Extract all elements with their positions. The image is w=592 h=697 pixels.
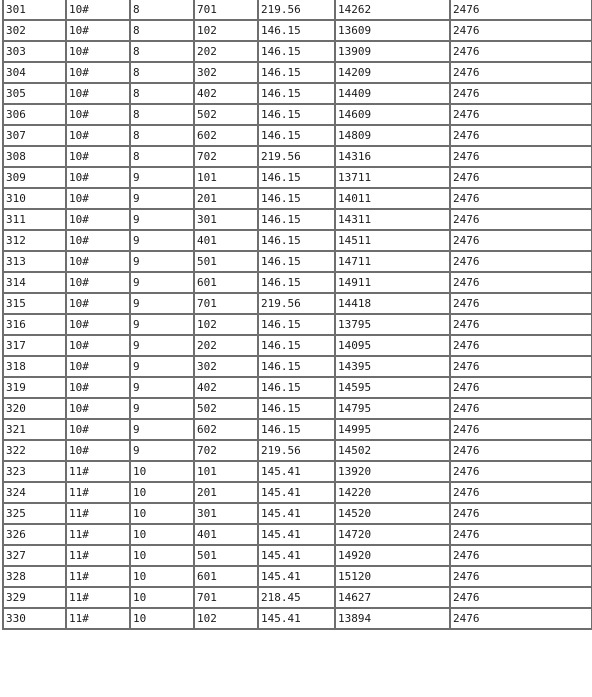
table-row <box>3 545 592 566</box>
cell-floor: 9 <box>130 398 194 419</box>
table-row <box>3 503 592 524</box>
cell-building: 11# <box>66 608 130 629</box>
cell-floor: 9 <box>130 167 194 188</box>
cell-unit: 602 <box>194 419 258 440</box>
cell-floor: 10 <box>130 524 194 545</box>
cell-value: 2476 <box>450 356 592 377</box>
cell-floor: 9 <box>130 230 194 251</box>
cell-floor: 9 <box>130 335 194 356</box>
cell-index: 328 <box>3 566 66 587</box>
cell-price: 14220 <box>335 482 450 503</box>
cell-area: 146.15 <box>258 62 335 83</box>
cell-floor: 9 <box>130 293 194 314</box>
cell-price: 14920 <box>335 545 450 566</box>
cell-floor: 10 <box>130 566 194 587</box>
cell-floor: 9 <box>130 377 194 398</box>
cell-building: 10# <box>66 188 130 209</box>
cell-floor: 10 <box>130 503 194 524</box>
cell-area: 219.56 <box>258 146 335 167</box>
cell-price: 13795 <box>335 314 450 335</box>
cell-price: 14511 <box>335 230 450 251</box>
cell-floor: 9 <box>130 356 194 377</box>
cell-building: 10# <box>66 167 130 188</box>
table-row <box>3 356 592 377</box>
cell-index: 319 <box>3 377 66 398</box>
cell-area: 145.41 <box>258 503 335 524</box>
cell-value: 2476 <box>450 167 592 188</box>
cell-building: 11# <box>66 545 130 566</box>
cell-area: 219.56 <box>258 440 335 461</box>
cell-value: 2476 <box>450 62 592 83</box>
table-row <box>3 251 592 272</box>
cell-price: 13920 <box>335 461 450 482</box>
cell-unit: 201 <box>194 482 258 503</box>
table-row <box>3 104 592 125</box>
cell-price: 13711 <box>335 167 450 188</box>
cell-value: 2476 <box>450 545 592 566</box>
cell-building: 10# <box>66 419 130 440</box>
cell-area: 146.15 <box>258 335 335 356</box>
cell-area: 146.15 <box>258 377 335 398</box>
cell-index: 320 <box>3 398 66 419</box>
cell-building: 11# <box>66 482 130 503</box>
cell-unit: 102 <box>194 20 258 41</box>
cell-value: 2476 <box>450 335 592 356</box>
cell-area: 146.15 <box>258 104 335 125</box>
cell-building: 10# <box>66 377 130 398</box>
cell-price: 14520 <box>335 503 450 524</box>
table-row <box>3 377 592 398</box>
cell-area: 146.15 <box>258 398 335 419</box>
cell-unit: 502 <box>194 104 258 125</box>
cell-floor: 10 <box>130 482 194 503</box>
cell-value: 2476 <box>450 419 592 440</box>
table-row <box>3 461 592 482</box>
cell-price: 14262 <box>335 0 450 20</box>
cell-index: 322 <box>3 440 66 461</box>
table-row <box>3 272 592 293</box>
cell-price: 14809 <box>335 125 450 146</box>
cell-index: 311 <box>3 209 66 230</box>
table-row <box>3 608 592 629</box>
cell-building: 10# <box>66 335 130 356</box>
cell-index: 305 <box>3 83 66 104</box>
cell-value: 2476 <box>450 293 592 314</box>
cell-index: 307 <box>3 125 66 146</box>
cell-value: 2476 <box>450 209 592 230</box>
cell-floor: 8 <box>130 125 194 146</box>
cell-building: 10# <box>66 398 130 419</box>
cell-building: 10# <box>66 20 130 41</box>
cell-price: 14409 <box>335 83 450 104</box>
cell-area: 145.41 <box>258 566 335 587</box>
cell-value: 2476 <box>450 104 592 125</box>
cell-floor: 8 <box>130 104 194 125</box>
cell-index: 326 <box>3 524 66 545</box>
cell-floor: 8 <box>130 83 194 104</box>
cell-area: 146.15 <box>258 20 335 41</box>
cell-index: 302 <box>3 20 66 41</box>
table-row <box>3 146 592 167</box>
cell-area: 146.15 <box>258 41 335 62</box>
cell-building: 10# <box>66 272 130 293</box>
cell-index: 323 <box>3 461 66 482</box>
cell-floor: 9 <box>130 209 194 230</box>
cell-value: 2476 <box>450 461 592 482</box>
cell-price: 14311 <box>335 209 450 230</box>
cell-area: 146.15 <box>258 251 335 272</box>
cell-building: 10# <box>66 125 130 146</box>
cell-index: 321 <box>3 419 66 440</box>
cell-value: 2476 <box>450 524 592 545</box>
cell-area: 219.56 <box>258 293 335 314</box>
cell-building: 10# <box>66 104 130 125</box>
cell-price: 14609 <box>335 104 450 125</box>
cell-floor: 10 <box>130 545 194 566</box>
cell-price: 14995 <box>335 419 450 440</box>
cell-index: 325 <box>3 503 66 524</box>
cell-index: 316 <box>3 314 66 335</box>
cell-index: 327 <box>3 545 66 566</box>
cell-floor: 8 <box>130 41 194 62</box>
table-row <box>3 62 592 83</box>
cell-unit: 701 <box>194 587 258 608</box>
cell-building: 10# <box>66 293 130 314</box>
cell-value: 2476 <box>450 503 592 524</box>
cell-unit: 102 <box>194 314 258 335</box>
table-row <box>3 566 592 587</box>
cell-area: 146.15 <box>258 419 335 440</box>
cell-index: 315 <box>3 293 66 314</box>
cell-price: 14418 <box>335 293 450 314</box>
data-table <box>2 0 592 630</box>
cell-area: 146.15 <box>258 314 335 335</box>
cell-floor: 9 <box>130 440 194 461</box>
cell-floor: 8 <box>130 20 194 41</box>
cell-floor: 10 <box>130 461 194 482</box>
table-row <box>3 167 592 188</box>
cell-index: 330 <box>3 608 66 629</box>
cell-index: 324 <box>3 482 66 503</box>
cell-building: 10# <box>66 62 130 83</box>
cell-unit: 601 <box>194 272 258 293</box>
table-row <box>3 398 592 419</box>
table-row <box>3 335 592 356</box>
cell-floor: 9 <box>130 251 194 272</box>
cell-unit: 402 <box>194 83 258 104</box>
cell-area: 146.15 <box>258 167 335 188</box>
cell-building: 10# <box>66 440 130 461</box>
cell-unit: 702 <box>194 440 258 461</box>
cell-area: 146.15 <box>258 83 335 104</box>
cell-value: 2476 <box>450 20 592 41</box>
cell-price: 13609 <box>335 20 450 41</box>
table-row <box>3 314 592 335</box>
table-row <box>3 419 592 440</box>
table-row <box>3 482 592 503</box>
table-row <box>3 188 592 209</box>
cell-area: 145.41 <box>258 461 335 482</box>
cell-unit: 401 <box>194 524 258 545</box>
cell-unit: 301 <box>194 503 258 524</box>
cell-floor: 9 <box>130 314 194 335</box>
cell-building: 10# <box>66 209 130 230</box>
cell-area: 219.56 <box>258 0 335 20</box>
cell-value: 2476 <box>450 566 592 587</box>
cell-floor: 9 <box>130 419 194 440</box>
cell-unit: 602 <box>194 125 258 146</box>
cell-index: 309 <box>3 167 66 188</box>
table-row <box>3 524 592 545</box>
cell-unit: 302 <box>194 62 258 83</box>
cell-price: 14711 <box>335 251 450 272</box>
cell-floor: 10 <box>130 608 194 629</box>
cell-value: 2476 <box>450 272 592 293</box>
cell-unit: 402 <box>194 377 258 398</box>
cell-unit: 601 <box>194 566 258 587</box>
cell-unit: 301 <box>194 209 258 230</box>
cell-index: 301 <box>3 0 66 20</box>
cell-unit: 102 <box>194 608 258 629</box>
cell-price: 14795 <box>335 398 450 419</box>
cell-value: 2476 <box>450 314 592 335</box>
cell-building: 10# <box>66 0 130 20</box>
cell-building: 10# <box>66 41 130 62</box>
cell-unit: 202 <box>194 41 258 62</box>
cell-price: 13909 <box>335 41 450 62</box>
cell-unit: 702 <box>194 146 258 167</box>
cell-unit: 201 <box>194 188 258 209</box>
cell-price: 14911 <box>335 272 450 293</box>
cell-area: 145.41 <box>258 524 335 545</box>
cell-floor: 10 <box>130 587 194 608</box>
cell-value: 2476 <box>450 398 592 419</box>
cell-building: 10# <box>66 251 130 272</box>
cell-area: 146.15 <box>258 125 335 146</box>
cell-value: 2476 <box>450 146 592 167</box>
cell-index: 304 <box>3 62 66 83</box>
cell-price: 14011 <box>335 188 450 209</box>
cell-value: 2476 <box>450 482 592 503</box>
table-row <box>3 440 592 461</box>
cell-value: 2476 <box>450 587 592 608</box>
cell-value: 2476 <box>450 608 592 629</box>
cell-area: 145.41 <box>258 482 335 503</box>
cell-area: 146.15 <box>258 188 335 209</box>
cell-building: 11# <box>66 461 130 482</box>
cell-building: 11# <box>66 524 130 545</box>
cell-index: 329 <box>3 587 66 608</box>
cell-floor: 8 <box>130 0 194 20</box>
cell-floor: 8 <box>130 146 194 167</box>
cell-floor: 9 <box>130 188 194 209</box>
cell-floor: 8 <box>130 62 194 83</box>
cell-index: 312 <box>3 230 66 251</box>
cell-price: 14627 <box>335 587 450 608</box>
cell-price: 14595 <box>335 377 450 398</box>
cell-index: 306 <box>3 104 66 125</box>
cell-value: 2476 <box>450 251 592 272</box>
cell-area: 146.15 <box>258 230 335 251</box>
cell-price: 13894 <box>335 608 450 629</box>
cell-price: 14209 <box>335 62 450 83</box>
cell-unit: 501 <box>194 545 258 566</box>
cell-unit: 701 <box>194 0 258 20</box>
cell-building: 10# <box>66 146 130 167</box>
cell-unit: 302 <box>194 356 258 377</box>
cell-building: 10# <box>66 314 130 335</box>
table-row <box>3 125 592 146</box>
cell-building: 11# <box>66 566 130 587</box>
cell-unit: 502 <box>194 398 258 419</box>
cell-index: 317 <box>3 335 66 356</box>
cell-value: 2476 <box>450 188 592 209</box>
cell-building: 10# <box>66 230 130 251</box>
cell-area: 146.15 <box>258 272 335 293</box>
cell-index: 310 <box>3 188 66 209</box>
cell-unit: 101 <box>194 167 258 188</box>
table-row <box>3 20 592 41</box>
cell-unit: 101 <box>194 461 258 482</box>
cell-building: 11# <box>66 503 130 524</box>
table-row <box>3 230 592 251</box>
cell-price: 14395 <box>335 356 450 377</box>
table-row <box>3 0 592 20</box>
table-row <box>3 83 592 104</box>
cell-index: 313 <box>3 251 66 272</box>
cell-price: 14502 <box>335 440 450 461</box>
cell-value: 2476 <box>450 41 592 62</box>
cell-area: 146.15 <box>258 356 335 377</box>
cell-unit: 701 <box>194 293 258 314</box>
cell-building: 11# <box>66 587 130 608</box>
cell-index: 314 <box>3 272 66 293</box>
cell-index: 318 <box>3 356 66 377</box>
cell-building: 10# <box>66 356 130 377</box>
cell-price: 14095 <box>335 335 450 356</box>
cell-price: 15120 <box>335 566 450 587</box>
cell-value: 2476 <box>450 377 592 398</box>
cell-area: 145.41 <box>258 545 335 566</box>
cell-value: 2476 <box>450 125 592 146</box>
cell-unit: 401 <box>194 230 258 251</box>
cell-index: 308 <box>3 146 66 167</box>
cell-unit: 501 <box>194 251 258 272</box>
cell-index: 303 <box>3 41 66 62</box>
cell-floor: 9 <box>130 272 194 293</box>
cell-value: 2476 <box>450 440 592 461</box>
cell-area: 145.41 <box>258 608 335 629</box>
cell-area: 146.15 <box>258 209 335 230</box>
cell-value: 2476 <box>450 83 592 104</box>
cell-area: 218.45 <box>258 587 335 608</box>
cell-price: 14720 <box>335 524 450 545</box>
cell-price: 14316 <box>335 146 450 167</box>
table-row <box>3 293 592 314</box>
cell-building: 10# <box>66 83 130 104</box>
table-body <box>3 0 592 629</box>
cell-value: 2476 <box>450 230 592 251</box>
cell-unit: 202 <box>194 335 258 356</box>
table-row <box>3 41 592 62</box>
cell-value: 2476 <box>450 0 592 20</box>
table-row <box>3 587 592 608</box>
table-row <box>3 209 592 230</box>
